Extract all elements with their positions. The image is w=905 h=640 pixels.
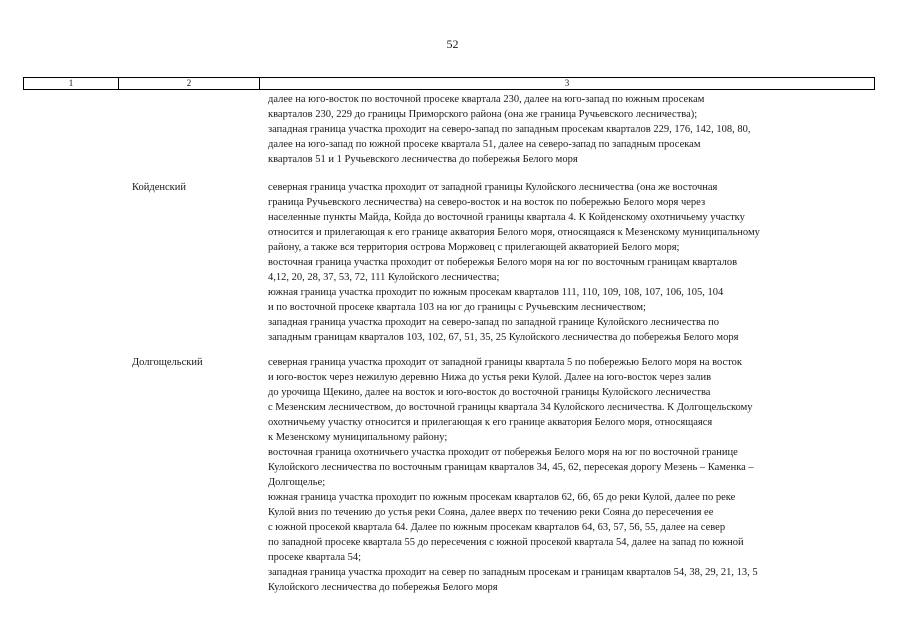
area-name-koydensky: Койденский xyxy=(132,182,186,193)
description-line: северная граница участка проходит от западной границы квартала 5 по побережью Белого моря на восток xyxy=(268,357,743,368)
column-header-1: 1 xyxy=(24,78,119,89)
description-line: и по восточной просеке квартала 103 на юг до границы с Ручьевским лесничеством; xyxy=(268,302,646,313)
description-line: кварталов 230, 229 до границы Приморского района (она же граница Ручьевского лесничества); xyxy=(268,109,698,120)
description-line: охотничьему участку относится и прилегающая к его границе акватория Белого моря, относящаяся xyxy=(268,417,713,428)
area-description-koydensky xyxy=(268,180,878,345)
area-description-dolgoshchelsky xyxy=(268,355,878,595)
description-line: относится и прилегающая к его границе акватория Белого моря, относящаяся к Мезенскому муниципальному xyxy=(268,227,760,238)
page-number: 52 xyxy=(446,37,459,51)
description-line: населенные пункты Майда, Койда до восточной границы квартала 4. К Койденскому охотничьему участку xyxy=(268,212,745,223)
description-line: и юго-восток через нежилую деревню Нижа до устья реки Кулой. Далее на юго-восток через залив xyxy=(268,372,712,383)
column-header-3: 3 xyxy=(564,78,570,88)
area-name-dolgoshchelsky: Долгощельский xyxy=(132,357,203,368)
description-line: граница Ручьевского лесничества) на северо-восток и на восток по побережью Белого моря через xyxy=(268,197,706,208)
description-line: 4,12, 20, 28, 37, 53, 72, 111 Кулойского лесничества; xyxy=(268,272,500,283)
description-line: до урочища Щекино, далее на восток и юго-восток до восточной границы Кулойского лесничества xyxy=(268,387,711,398)
column-header-2: 2 xyxy=(119,78,260,89)
description-line: с Мезенским лесничеством, до восточной границы квартала 34 Кулойского лесничества. К Долгощельскому xyxy=(268,402,753,413)
description-line: западным границам кварталов 103, 102, 67, 51, 35, 25 Кулойского лесничества до побережья Белого моря xyxy=(268,332,739,343)
description-line: восточная граница охотничьего участка проходит от побережья Белого моря на юг по восточной границе xyxy=(268,447,738,458)
description-line: далее на юго-восток по восточной просеке квартала 230, далее на юго-запад по южным просекам xyxy=(268,94,705,105)
description-line: западная граница участка проходит на север по западным просекам и границам кварталов 54, 38, 29, 21, 13, 5 xyxy=(268,567,758,578)
description-line: Кулой вниз по течению до устья реки Сояна, далее вверх по течению реки Сояна до пересечения ее xyxy=(268,507,714,518)
description-line: южная граница участка проходит по южным просекам кварталов 111, 110, 109, 108, 107, 106, 105, 104 xyxy=(268,287,724,298)
description-line: к Мезенскому муниципальному району; xyxy=(268,432,448,443)
description-line: далее на юго-запад по южной просеке квартала 51, далее на северо-запад по западным просекам xyxy=(268,139,701,150)
description-line: просеке квартала 54; xyxy=(268,552,362,563)
description-line: северная граница участка проходит от западной границы Кулойского лесничества (она же восточная xyxy=(268,182,718,193)
description-line: по западной просеке квартала 55 до пересечения с южной просекой квартала 54, далее на запад по южной xyxy=(268,537,744,548)
description-line: западная граница участка проходит на северо-запад по западным просекам кварталов 229, 176, 142, 108, 80, xyxy=(268,124,751,135)
description-line: Кулойского лесничества по восточным границам кварталов 34, 45, 62, пересекая дорогу Мезень – Каменка – xyxy=(268,462,754,473)
description-line: с южной просекой квартала 64. Далее по южным просекам кварталов 64, 63, 57, 56, 55, далее на север xyxy=(268,522,726,533)
table-header-row xyxy=(23,77,875,90)
description-line: восточная граница участка проходит от побережья Белого моря на юг по восточным границам кварталов xyxy=(268,257,738,268)
description-line: южная граница участка проходит по южным просекам кварталов 62, 66, 65 до реки Кулой, далее по реке xyxy=(268,492,736,503)
description-line: кварталов 51 и 1 Ручьевского лесничества до побережья Белого моря xyxy=(268,154,578,165)
description-line: району, а также вся территория острова Моржовец с прилегающей акваторией Белого моря; xyxy=(268,242,680,253)
continuation-description xyxy=(268,92,878,167)
description-line: западная граница участка проходит на северо-запад по западной границе Кулойского лесничества по xyxy=(268,317,719,328)
description-line: Долгощелье; xyxy=(268,477,326,488)
description-line: Кулойского лесничества до побережья Белого моря xyxy=(268,582,498,593)
